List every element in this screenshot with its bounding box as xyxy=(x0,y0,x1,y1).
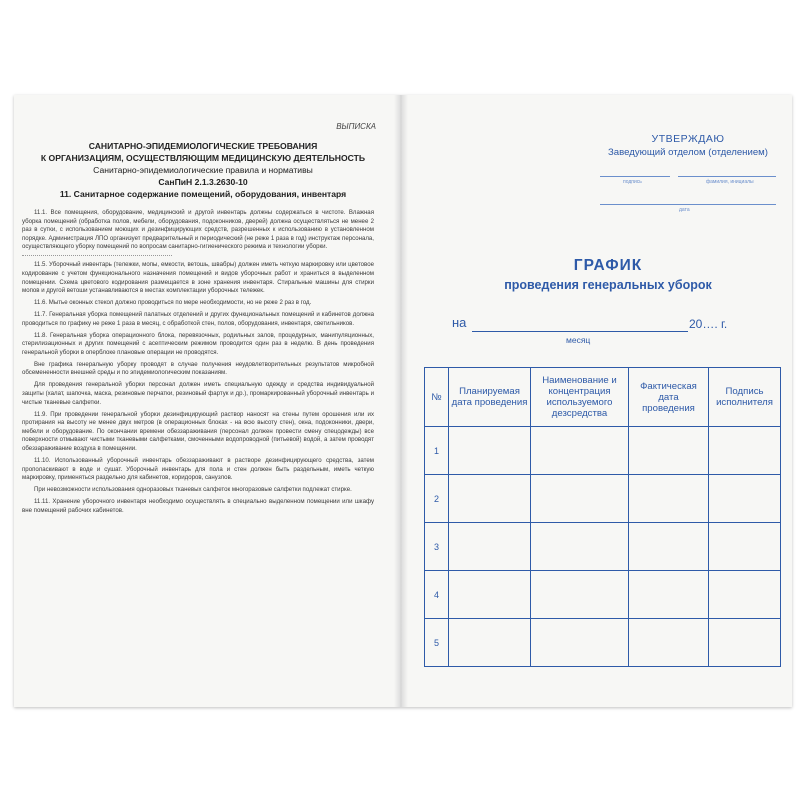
table-header-row xyxy=(425,368,781,427)
schedule-title-block xyxy=(448,257,768,292)
approval-block xyxy=(598,133,778,158)
actual-date-cell[interactable] xyxy=(629,619,709,667)
table-row xyxy=(425,619,781,667)
planned-date-cell[interactable] xyxy=(449,571,531,619)
extract-label: ВЫПИСКА xyxy=(336,122,376,131)
dotted-separator xyxy=(22,255,172,256)
signature-line[interactable] xyxy=(600,176,670,177)
schedule-title: ГРАФИК xyxy=(573,257,643,274)
row-number: 4 xyxy=(425,571,449,619)
signature-cell[interactable] xyxy=(709,619,781,667)
heading-line-2: К ОРГАНИЗАЦИЯМ, ОСУЩЕСТВЛЯЮЩИМ МЕДИЦИНСКУЮ ДЕЯТЕЛЬНОСТЬ xyxy=(40,153,366,163)
table-row xyxy=(425,475,781,523)
left-heading xyxy=(18,140,388,200)
planned-date-cell[interactable] xyxy=(449,619,531,667)
paragraph: 11.11. Хранение уборочного инвентаря необходимо осуществлять в специально выделенном помещении или шкафу вне помещений рабочих кабинетов. xyxy=(22,498,374,514)
table-row xyxy=(425,427,781,475)
month-field-line[interactable] xyxy=(472,331,688,332)
paragraph: При невозможности использования одноразовых тканевых салфеток многоразовые салфетки подлежат стирке. xyxy=(34,486,352,494)
section-title: 11. Санитарное содержание помещений, оборудования, инвентаря xyxy=(59,189,347,199)
signature-cell[interactable] xyxy=(709,523,781,571)
heading-line-1: САНИТАРНО-ЭПИДЕМИОЛОГИЧЕСКИЕ ТРЕБОВАНИЯ xyxy=(88,141,318,151)
approve-title: УТВЕРЖДАЮ xyxy=(651,133,725,145)
actual-date-cell[interactable] xyxy=(629,571,709,619)
disinfectant-cell[interactable] xyxy=(531,619,629,667)
sanpin-code: СанПиН 2.1.3.2630-10 xyxy=(158,177,248,187)
col-header-actual-date: Фактическая дата проведения xyxy=(629,368,709,427)
row-number: 3 xyxy=(425,523,449,571)
col-header-signature: Подпись исполнителя xyxy=(709,368,781,427)
paragraph: Вне графика генеральную уборку проводят в случае получения неудовлетворительных результатов микробной обсемененности внешней среды и по эпидемиологическим показаниям. xyxy=(22,360,374,377)
paragraph: 11.8. Генеральная уборка операционного блока, перевязочных, родильных залов, процедурных, манипуляционных, стерилизационных и других помещений с асептическим режимом проводится один раз в неделю. В день проведения генеральной уборки в оперблоке плановые операции не проводятся. xyxy=(22,331,374,356)
col-header-number: № xyxy=(425,368,449,427)
paragraph: 11.6. Мытье оконных стекол должно проводиться по мере необходимости, но не реже 2 раз в год. xyxy=(34,299,312,307)
planned-date-cell[interactable] xyxy=(449,523,531,571)
signature-cell[interactable] xyxy=(709,571,781,619)
actual-date-cell[interactable] xyxy=(629,475,709,523)
name-line[interactable] xyxy=(678,176,776,177)
disinfectant-cell[interactable] xyxy=(531,427,629,475)
table-row xyxy=(425,571,781,619)
schedule-subtitle: проведения генеральных уборок xyxy=(504,278,712,292)
disinfectant-cell[interactable] xyxy=(531,523,629,571)
table-row xyxy=(425,523,781,571)
col-header-disinfectant: Наименование и концентрация используемого дезсредства xyxy=(531,368,629,427)
row-number: 5 xyxy=(425,619,449,667)
signature-cell[interactable] xyxy=(709,427,781,475)
approve-position: Заведующий отделом (отделением) xyxy=(608,147,768,158)
signature-cell[interactable] xyxy=(709,475,781,523)
date-line[interactable] xyxy=(600,204,776,205)
date-caption: дата xyxy=(679,207,690,213)
booklet-gutter xyxy=(394,95,408,707)
year-field: 20…. г. xyxy=(689,317,728,331)
paragraph: 11.10. Использованный уборочный инвентарь обеззараживают в растворе дезинфицирующего средства, затем прополаскивают в воде и сушат. Уборочный инвентарь для пола и стен должен быть раздельным, иметь четкую маркировку, применяться раздельно для кабинетов, коридоров, санузлов. xyxy=(22,456,374,482)
right-page xyxy=(408,95,792,707)
actual-date-cell[interactable] xyxy=(629,523,709,571)
month-caption: месяц xyxy=(566,335,591,345)
disinfectant-cell[interactable] xyxy=(531,475,629,523)
name-caption: фамилия, инициалы xyxy=(706,179,754,185)
regulation-text xyxy=(22,209,374,519)
paragraph: 11.1. Все помещения, оборудование, медицинский и другой инвентарь должны содержаться в чистоте. Влажная уборка помещений (обработка полов, мебели, оборудования, подоконников, дверей) должна осуществляться не менее 2 раз в сутки, с использованием моющих и дезинфицирующих средств, разрешенных к использованию в установленном порядке. Администрация ЛПО организует предварительный и периодический (не реже 1 раза в год) инструктаж персонала, осуществляющего уборку помещений по вопросам санитарно-гигиенического режима и технологии уборки. xyxy=(22,209,374,251)
paragraph: 11.7. Генеральная уборка помещений палатных отделений и других функциональных помещений и кабинетов должна проводиться по графику не реже 1 раза в месяц, с обработкой стен, полов, оборудования, инвентаря, светильников. xyxy=(22,311,374,327)
schedule-table xyxy=(424,367,781,667)
planned-date-cell[interactable] xyxy=(449,475,531,523)
period-prefix: на xyxy=(452,315,467,330)
row-number: 2 xyxy=(425,475,449,523)
paragraph: Для проведения генеральной уборки персонал должен иметь специальную одежду и средства индивидуальной защиты (халат, шапочка, маска, резиновые перчатки, резиновый фартук и др.), промаркированный уборочный инвентарь и чистые тканевые салфетки. xyxy=(22,381,374,406)
planned-date-cell[interactable] xyxy=(449,427,531,475)
paragraph: 11.9. При проведении генеральной уборки дезинфицирующий раствор наносят на стены путем орошения или их протирания на высоту не менее двух метров (в операционных блоках - на всю высоту стен), окна, подоконники, двери, мебели и оборудование. По окончании времени обеззараживания (персонал должен провести смену спецодежды) все поверхности отмывают чистыми тканевыми салфетками, смоченными водопроводной (питьевой) водой, а затем проводят обеззараживание воздуха в помещении. xyxy=(22,410,374,452)
sub-heading: Санитарно-эпидемиологические правила и нормативы xyxy=(93,165,313,175)
actual-date-cell[interactable] xyxy=(629,427,709,475)
disinfectant-cell[interactable] xyxy=(531,571,629,619)
signature-caption: подпись xyxy=(623,179,642,185)
left-page xyxy=(18,108,388,698)
paragraph: 11.5. Уборочный инвентарь (тележки, мопы, емкости, ветошь, швабры) должен иметь четкую маркировку или цветовое кодирование с учетом функционального назначения помещений и видов уборочных работ и храниться в выделенном помещении. Схема цветового кодирования размещается в зоне хранения инвентаря. Стиральные машины для стирки мопов и другой ветоши устанавливаются в местах комплектации уборочных тележек. xyxy=(22,261,374,295)
col-header-planned-date: Планируемая дата проведения xyxy=(449,368,531,427)
row-number: 1 xyxy=(425,427,449,475)
